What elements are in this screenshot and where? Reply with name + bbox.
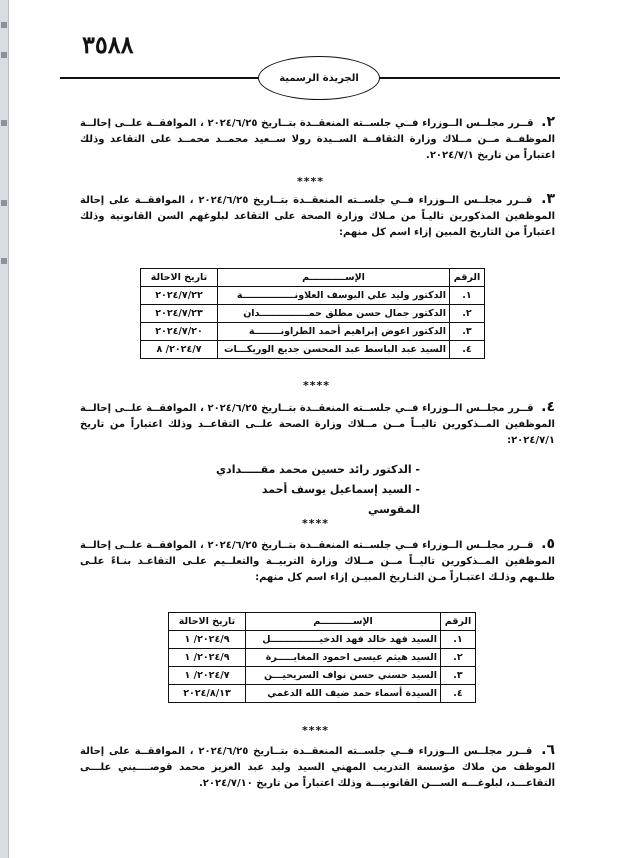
row-number: ٤. <box>441 685 476 703</box>
decision-2 <box>80 114 555 164</box>
list-item: - السيد إسماعيل يوسف أحمد المقوسي <box>261 483 420 516</box>
row-date: ٢٠٢٤/٧/٢٢ <box>141 287 218 305</box>
table-row <box>169 667 476 685</box>
table-row <box>141 305 485 323</box>
row-name: السيد حسني حسن نواف السريحيـــن <box>246 667 441 685</box>
strip-marker <box>1 258 7 264</box>
viewer-side-strip <box>0 0 9 858</box>
row-name: السيد عبد الباسط عبد المحسن جديع الوريكـــات <box>218 341 450 359</box>
row-date: ٢٠٢٤/٧/٢٠ <box>141 323 218 341</box>
table-row <box>169 631 476 649</box>
table-header-row <box>169 613 476 631</box>
row-number: ١. <box>450 287 485 305</box>
page-number: ٣٥٨٨ <box>82 30 134 59</box>
row-number: ١. <box>441 631 476 649</box>
row-date: ٢٠٢٤/٩/ ١ <box>169 649 246 667</box>
row-number: ٣. <box>441 667 476 685</box>
separator: **** <box>302 517 330 530</box>
decision-text: قــرر مجلــس الــوزراء فــي جلســته المنعقــدة بتــاريخ ٢٠٢٤/٦/٢٥ ، الموافقــة علــى إحالــة الموظفين المــذكورين تاليــاً مــن مــلاك وزارة التربيــة والتعلــيم علـى التقاعـد بنـاءً علـى طلـبهم وذلـك اعتبـاراً مـن التـاريخ المبيـن إزاء اسم كل منهم: <box>80 540 555 583</box>
row-date: ٢٠٢٤/٧/٢٣ <box>141 305 218 323</box>
list-item: - الدكتور رائد حسين محمد مقـــــدادي <box>215 463 420 476</box>
decision-6 <box>80 742 555 792</box>
decision-text: قــرر مجلــس الــوزراء فــي جلســته المنعقــدة بتــاريخ ٢٠٢٤/٦/٢٥ ، الموافقــة علــى إحالــة الموظفين المــذكورين تاليــاً مــن مــلاك وزارة الصحة علــى التقاعــد وذلك اعتباراً من تاريخ ٢٠٢٤/٧/١: <box>80 403 555 446</box>
table-header-row <box>141 269 485 287</box>
row-name: الدكتور وليد علي اليوسف العلاونــــــــــــــــة <box>218 287 450 305</box>
decision-3 <box>80 191 555 241</box>
row-name: الدكتور اعوض إبراهيم أحمد الطراونــــــــة <box>218 323 450 341</box>
row-date: ٢٠٢٤/٧/ ١ <box>169 667 246 685</box>
strip-marker <box>1 120 7 126</box>
decision-text: قــرر مجلــس الــوزراء فــي جلســته المنعقــدة بتــاريخ ٢٠٢٤/٦/٢٥ ، الموافقــة على إحالة الموظفين المذكورين تاليـاً من مـلاك وزارة الصحة على التقاعد لبلوغهم السن القانونية وذلك اعتباراً من التاريخ المبين إزاء اسم كل منهم: <box>80 195 555 238</box>
retirees-table-1 <box>140 268 485 359</box>
decision-number: ٥. <box>541 536 556 552</box>
decision-number: ٣. <box>541 191 556 207</box>
strip-marker <box>1 200 7 206</box>
row-date: ٢٠٢٤/٧/ ٨ <box>141 341 218 359</box>
row-name: السيد هيثم عيسى احمود المغايـــــرة <box>246 649 441 667</box>
row-date: ٢٠٢٤/٩/ ١ <box>169 631 246 649</box>
table-row <box>169 685 476 703</box>
row-number: ٣. <box>450 323 485 341</box>
retirees-list-4 <box>210 460 420 520</box>
table-row <box>141 287 485 305</box>
col-header-name: الإســـــــــــم <box>218 269 450 287</box>
col-header-date: تاريخ الاحالة <box>169 613 246 631</box>
decision-number: ٦. <box>541 742 556 758</box>
strip-marker <box>1 52 7 58</box>
separator: **** <box>303 379 331 392</box>
decision-text: قــرر مجلــس الــوزراء فــي جلســته المنعقــدة بتــاريخ ٢٠٢٤/٦/٢٥ ، الموافقــة علــى إحالــة الموظفــة مــن مــلاك وزارة الثقافــة الســيدة رولا ســعيد محمــد محمــد على التقاعد وذلك اعتباراً من تاريخ ٢٠٢٤/٧/١. <box>80 118 555 161</box>
col-header-number: الرقم <box>441 613 476 631</box>
decision-number: ٤. <box>541 399 556 415</box>
row-number: ٢. <box>450 305 485 323</box>
row-date: ٢٠٢٤/٨/١٣ <box>169 685 246 703</box>
row-name: الدكتور جمال حسن مطلق حمـــــــــــــــدان <box>218 305 450 323</box>
retirees-table-2 <box>168 612 476 703</box>
row-name: السيد فهد خالد فهد الدخيـــــــــــــــل <box>246 631 441 649</box>
table-row <box>141 341 485 359</box>
col-header-date: تاريخ الاحالة <box>141 269 218 287</box>
gazette-title: الجريدة الرسمية <box>279 72 359 84</box>
separator: **** <box>302 724 330 737</box>
table-row <box>141 323 485 341</box>
gazette-title-oval <box>258 56 380 100</box>
row-name: السيدة أسماء حمد ضيف الله الدغمي <box>246 685 441 703</box>
decision-4 <box>80 399 555 449</box>
row-number: ٤. <box>450 341 485 359</box>
decision-text: قــرر مجلــس الــوزراء فــي جلســته المنعقــدة بتــاريخ ٢٠٢٤/٦/٢٥ ، الموافقــة على إحالة الموظف من ملاك مؤسسة التدريب المهني السيد وليد عبد العزيز محمد قوصــــيني علـــى التقاعـــد، لبلوغـــه الســـن القانونيـــة وذلك اعتباراً من تاريخ ٢٠٢٤/٧/١٠. <box>80 746 555 789</box>
strip-marker <box>1 22 7 28</box>
decision-5 <box>80 536 555 586</box>
decision-number: ٢. <box>541 114 556 130</box>
separator: **** <box>297 175 325 188</box>
col-header-number: الرقم <box>450 269 485 287</box>
table-row <box>169 649 476 667</box>
col-header-name: الإســــــــــم <box>246 613 441 631</box>
row-number: ٢. <box>441 649 476 667</box>
